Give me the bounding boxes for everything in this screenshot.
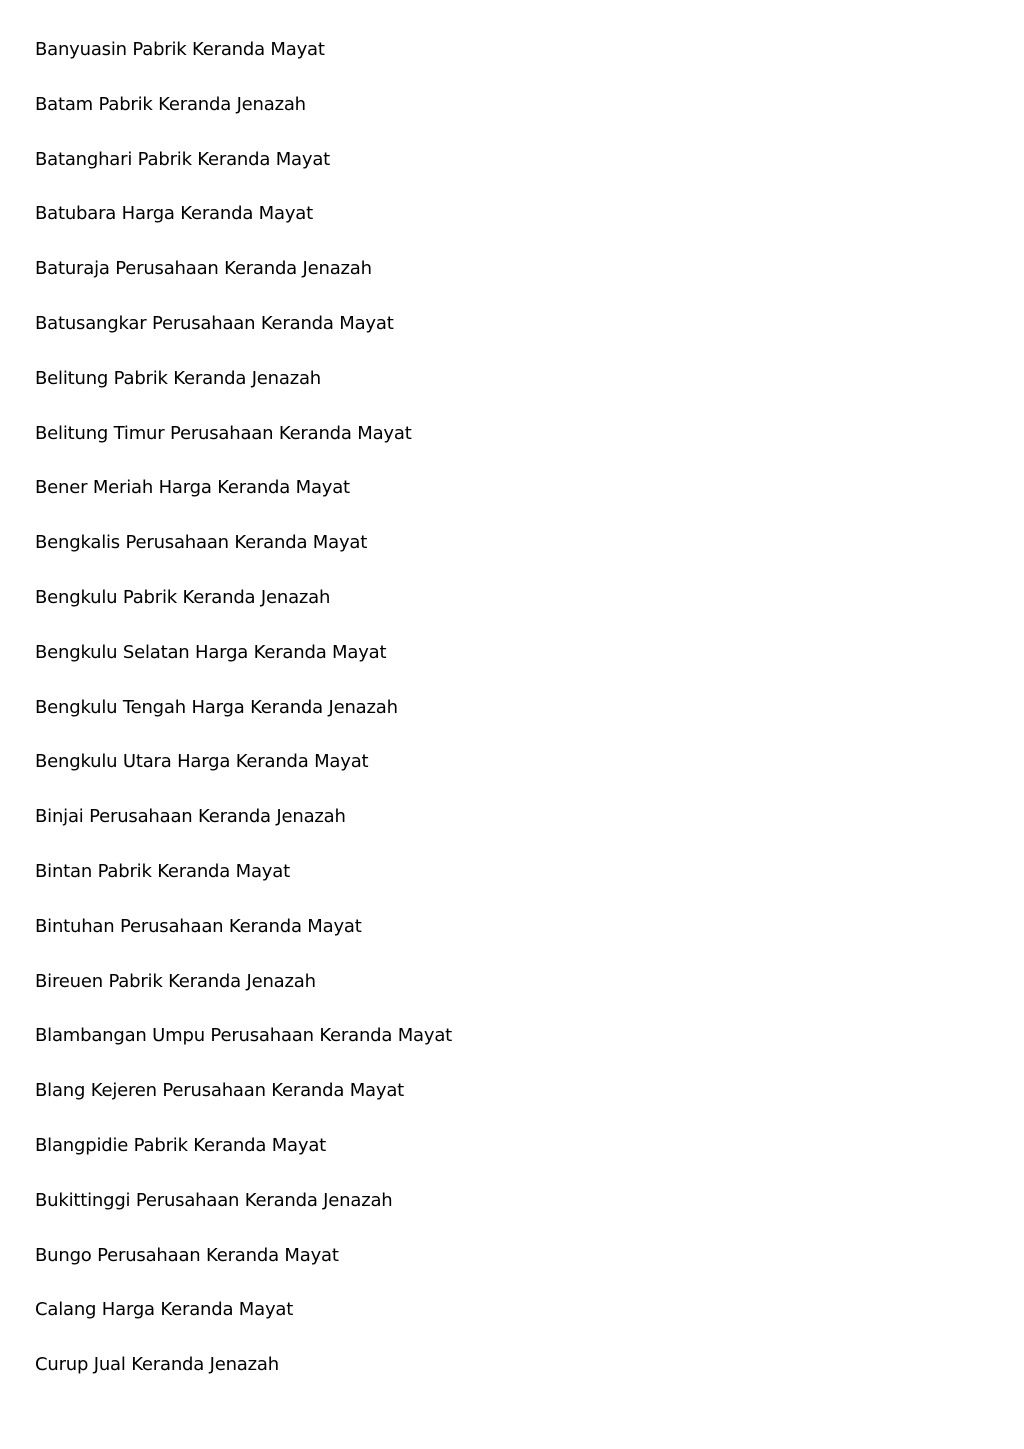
list-item: Binjai Perusahaan Keranda Jenazah — [35, 806, 346, 828]
list-item: Blang Kejeren Perusahaan Keranda Mayat — [35, 1080, 405, 1102]
city-list — [35, 37, 1024, 1407]
list-item: Batam Pabrik Keranda Jenazah — [35, 93, 306, 115]
list-item: Belitung Pabrik Keranda Jenazah — [35, 367, 322, 389]
list-item: Bungo Perusahaan Keranda Mayat — [35, 1244, 339, 1266]
list-item: Bintuhan Perusahaan Keranda Mayat — [35, 915, 362, 937]
list-item: Blambangan Umpu Perusahaan Keranda Mayat — [35, 1025, 453, 1047]
list-item: Bireuen Pabrik Keranda Jenazah — [35, 970, 316, 992]
list-item: Belitung Timur Perusahaan Keranda Mayat — [35, 422, 412, 444]
list-item: Bener Meriah Harga Keranda Mayat — [35, 477, 350, 499]
list-item: Bintan Pabrik Keranda Mayat — [35, 860, 290, 882]
list-item: Bengkulu Pabrik Keranda Jenazah — [35, 586, 331, 608]
list-item: Banyuasin Pabrik Keranda Mayat — [35, 39, 325, 60]
list-item: Batanghari Pabrik Keranda Mayat — [35, 148, 331, 170]
list-item: Blangpidie Pabrik Keranda Mayat — [35, 1134, 327, 1156]
list-item: Bengkulu Utara Harga Keranda Mayat — [35, 751, 369, 773]
list-item: Bengkulu Selatan Harga Keranda Mayat — [35, 641, 387, 663]
list-item: Curup Jual Keranda Jenazah — [35, 1354, 279, 1376]
list-item: Baturaja Perusahaan Keranda Jenazah — [35, 258, 372, 280]
list-item: Bukittinggi Perusahaan Keranda Jenazah — [35, 1189, 393, 1211]
list-item: Bengkalis Perusahaan Keranda Mayat — [35, 532, 368, 554]
list-item: Batusangkar Perusahaan Keranda Mayat — [35, 312, 394, 334]
list-item: Bengkulu Tengah Harga Keranda Jenazah — [35, 696, 398, 718]
list-item: Calang Harga Keranda Mayat — [35, 1299, 294, 1321]
list-item: Batubara Harga Keranda Mayat — [35, 203, 313, 225]
